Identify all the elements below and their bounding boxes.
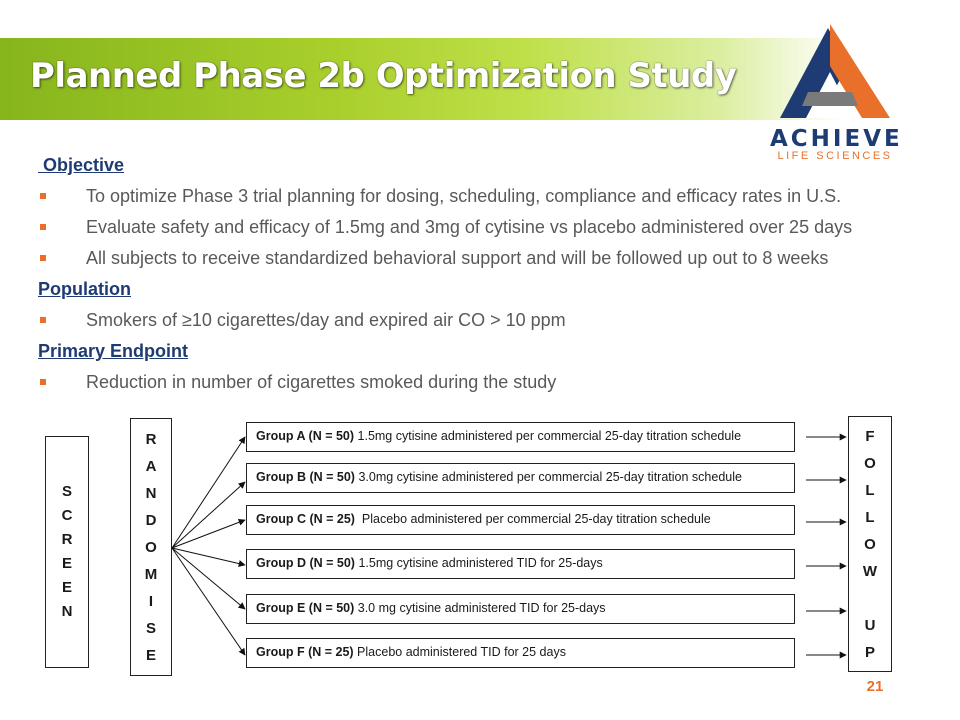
randomise-letter: R — [145, 430, 157, 448]
randomise-letter: E — [145, 646, 156, 664]
endpoint-heading: Primary Endpoint — [38, 341, 189, 361]
group-b-text: 3.0mg cytisine administered per commercial 25-day titration schedule — [354, 470, 742, 484]
group-d-box — [246, 549, 795, 579]
randomise-letter: I — [148, 592, 154, 610]
screen-letter: S — [61, 483, 72, 500]
follow-letter-spacer — [863, 585, 877, 612]
group-b-box — [246, 463, 795, 493]
screen-letter: E — [61, 579, 72, 596]
randomise-letter: M — [144, 565, 158, 583]
objective-bullet: Evaluate safety and efficacy of 1.5mg and 3mg of cytisine vs placebo administered over 25 days — [38, 214, 918, 245]
follow-letter: P — [864, 643, 875, 661]
screen-letter: R — [61, 531, 73, 548]
endpoint-bullet: Reduction in number of cigarettes smoked during the study — [38, 369, 918, 400]
group-a-text: 1.5mg cytisine administered per commercial 25-day titration schedule — [354, 429, 742, 443]
screen-letter: N — [61, 603, 73, 620]
randomise-to-group-arrows — [172, 437, 245, 655]
follow-letter: O — [864, 454, 876, 472]
arrow-to-group-c — [172, 520, 245, 548]
objective-bullet: To optimize Phase 3 trial planning for dosing, scheduling, compliance and efficacy rates in U.S. — [38, 183, 918, 214]
randomise-letter: O — [145, 538, 157, 556]
group-f-label: Group F (N = 25) — [256, 645, 354, 659]
follow-letter: O — [864, 535, 876, 553]
group-e-box — [246, 594, 795, 624]
objective-heading: Objective — [38, 155, 125, 175]
randomise-letter: A — [145, 457, 157, 475]
randomise-letter: S — [145, 619, 156, 637]
group-e-text: 3.0 mg cytisine administered TID for 25-days — [354, 601, 606, 615]
randomise-letter: D — [145, 511, 157, 529]
follow-up-box — [848, 416, 892, 672]
group-f-box — [246, 638, 795, 668]
group-e-label: Group E (N = 50) — [256, 601, 355, 615]
page-number: 21 — [866, 678, 884, 695]
follow-letter: F — [865, 427, 875, 445]
follow-letter: W — [862, 562, 878, 580]
logo-subtitle: LIFE SCIENCES — [777, 150, 893, 162]
screen-letter: C — [61, 507, 73, 524]
group-a-label: Group A (N = 50) — [256, 429, 355, 443]
randomise-box — [130, 418, 172, 676]
arrow-to-group-e — [172, 548, 245, 609]
group-c-label: Group C (N = 25) — [256, 512, 355, 526]
group-b-label: Group B (N = 50) — [256, 470, 355, 484]
screen-box — [45, 436, 89, 668]
group-d-text: 1.5mg cytisine administered TID for 25-days — [354, 556, 603, 570]
group-c-box — [246, 505, 795, 535]
group-to-followup-arrows — [806, 437, 846, 655]
group-d-label: Group D (N = 50) — [256, 556, 355, 570]
group-c-text: Placebo administered per commercial 25-day titration schedule — [354, 512, 711, 526]
group-f-text: Placebo administered TID for 25 days — [353, 645, 566, 659]
screen-letter: E — [61, 555, 72, 572]
slide-title: Planned Phase 2b Optimization Study — [30, 56, 737, 96]
follow-letter: L — [865, 508, 875, 526]
follow-letter: U — [864, 616, 876, 634]
population-bullet: Smokers of ≥10 cigarettes/day and expired air CO > 10 ppm — [38, 307, 918, 338]
randomise-letter: N — [145, 484, 157, 502]
group-a-box — [246, 422, 795, 452]
logo-wordmark: ACHIEVE — [770, 126, 903, 152]
population-heading: Population — [38, 279, 131, 299]
objective-bullet: All subjects to receive standardized behavioral support and will be followed up out to 8 weeks — [38, 245, 918, 276]
arrow-to-group-f — [172, 548, 245, 655]
follow-letter: L — [865, 481, 875, 499]
